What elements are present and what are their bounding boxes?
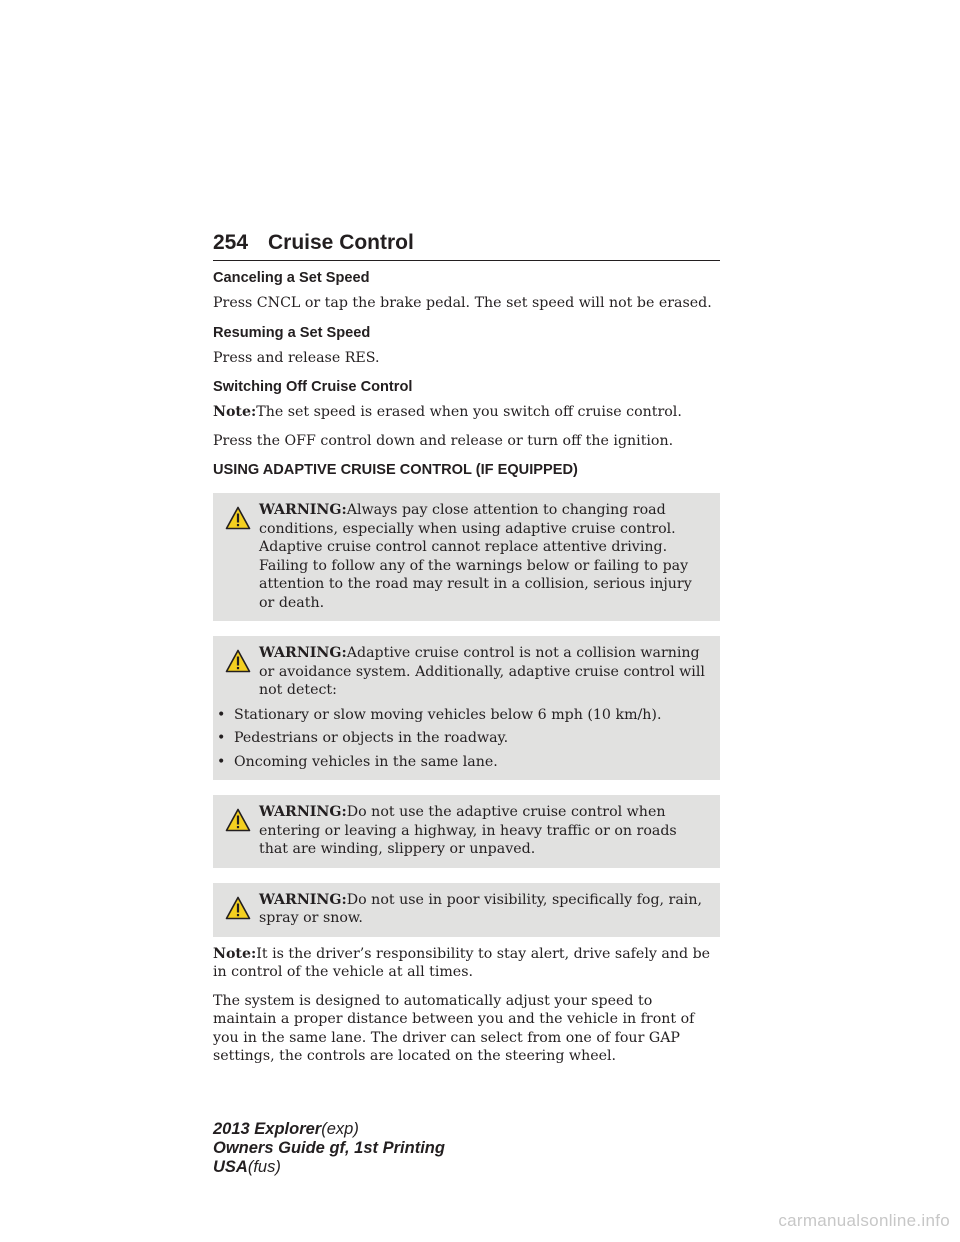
bullet-icon: • <box>217 730 226 746</box>
note-label: Note: <box>213 945 257 962</box>
responsibility-note <box>213 945 720 982</box>
note-label: Note: <box>213 404 257 420</box>
footer-market-code: (fus) <box>247 1158 281 1176</box>
heading-switching-off: Switching Off Cruise Control <box>213 379 413 395</box>
heading-resuming: Resuming a Set Speed <box>213 324 371 341</box>
page-number: 254 <box>213 231 249 254</box>
warning-label: WARNING: <box>259 891 347 908</box>
document-footer <box>213 1120 445 1177</box>
footer-edition: Owners Guide gf, 1st Printing <box>213 1139 445 1157</box>
warning-text: Do not use in poor visibility, specifically fog, rain, spray or snow. <box>259 891 702 926</box>
warning-box <box>213 883 720 937</box>
heading-adaptive: USING ADAPTIVE CRUISE CONTROL (IF EQUIPPED) <box>213 462 578 478</box>
footer-market: USA <box>213 1158 248 1176</box>
bullet-icon: • <box>217 706 226 723</box>
switching-off-text: Press the OFF control down and release or turn off the ignition. <box>213 432 674 449</box>
list-item: • Oncoming vehicles in the same lane. <box>217 753 498 770</box>
footer-model-code: (exp) <box>321 1120 359 1138</box>
warning-bullet-list <box>215 706 710 772</box>
warning-triangle-icon <box>225 506 251 530</box>
warning-triangle-icon <box>225 808 251 832</box>
page-header <box>213 228 720 261</box>
footer-model: 2013 Explorer <box>213 1120 322 1138</box>
warning-triangle-icon <box>225 896 251 920</box>
bullet-icon: • <box>217 753 226 770</box>
warning-text: Always pay close attention to changing road conditions, especially when using adaptive cruise control. Adaptive cruise control cannot replace attentive driving. Failing to follow any of the warnings below or failing to pay attention to the road may result in a collision, serious injury or death. <box>259 502 692 611</box>
warning-text: Do not use the adaptive cruise control when entering or leaving a highway, in heavy traffic or on roads that are winding, slippery or unpaved. <box>259 804 677 857</box>
resuming-text: Press and release RES. <box>213 349 380 366</box>
canceling-text: Press CNCL or tap the brake pedal. The set speed will not be erased. <box>213 295 712 311</box>
heading-canceling: Canceling a Set Speed <box>213 270 370 286</box>
page-content <box>213 268 720 1076</box>
note-text: The set speed is erased when you switch off cruise control. <box>256 404 682 420</box>
site-watermark: carmanualsonline.info <box>778 1211 950 1230</box>
warning-box <box>213 636 720 780</box>
section-title: Cruise Control <box>268 231 414 254</box>
system-description: The system is designed to automatically adjust your speed to maintain a proper distance between you and the vehicle in front of you in the same lane. The driver can select from one of four GAP settings, the controls are located on the steering wheel. <box>213 992 695 1064</box>
warning-text: Adaptive cruise control is not a collision warning or avoidance system. Additionally, adaptive cruise control will not detect: <box>259 645 705 698</box>
note-text: It is the driver’s responsibility to stay alert, drive safely and be in control of the vehicle at all times. <box>213 945 711 980</box>
switching-off-note <box>213 403 720 422</box>
list-item: • Stationary or slow moving vehicles below 6 mph (10 km/h). <box>217 706 662 723</box>
warning-triangle-icon <box>225 649 251 673</box>
list-item: • Pedestrians or objects in the roadway. <box>217 730 509 746</box>
warning-label: WARNING: <box>259 502 347 518</box>
warning-box <box>213 795 720 868</box>
warning-box <box>213 493 720 621</box>
warning-label: WARNING: <box>259 645 347 661</box>
warning-label: WARNING: <box>259 804 347 820</box>
